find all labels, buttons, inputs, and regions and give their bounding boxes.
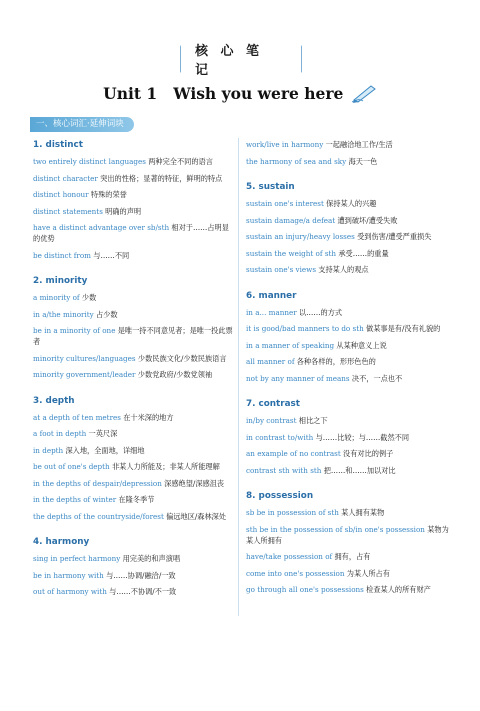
phrase-line: [33, 206, 233, 217]
banner-title: 核 心 笔 记: [181, 39, 301, 79]
phrase-english: all manner of: [246, 357, 295, 366]
phrase-english: the depths of the countryside/forest: [33, 511, 164, 521]
phrase-chinese: 各种各样的，形形色色的: [294, 357, 376, 366]
phrase-english: sustain one's interest: [246, 199, 324, 208]
phrase-line: [33, 553, 233, 564]
phrase-line: [33, 511, 233, 522]
phrase-line: [33, 309, 233, 320]
phrase-line: [246, 448, 451, 459]
phrase-chinese: 在隆冬季节: [116, 495, 155, 504]
phrase-english: sustain an injury/heavy losses: [246, 232, 355, 241]
phrase-line: [246, 307, 451, 318]
group-spacer: [33, 266, 233, 275]
vocab-heading: 2. minority: [33, 276, 88, 286]
phrase-english: two entirely distinct languages: [33, 157, 146, 166]
phrase-chinese: 与……协调/融洽/一致: [103, 570, 176, 580]
phrase-line: [246, 584, 451, 595]
phrase-english: sustain damage/a defeat: [246, 215, 336, 225]
vocab-heading: 1. distinct: [33, 140, 83, 150]
phrase-english: sth be in the possession of sb/in one's possession: [246, 524, 425, 534]
phrase-english: come into one's possession: [246, 568, 345, 578]
phrase-chinese: 明确的声明: [102, 206, 142, 216]
phrase-chinese: 相比之下: [296, 416, 328, 425]
phrase-line: [33, 478, 233, 489]
phrase-english: be in a minority of one: [33, 326, 116, 335]
group-spacer: [246, 389, 451, 398]
phrase-chinese: 把……和……加以对比: [321, 465, 396, 475]
notes-banner: [180, 44, 302, 78]
phrase-english: in/by contrast: [246, 416, 297, 425]
vocab-heading: 5. sustain: [246, 182, 295, 192]
group-spacer: [246, 481, 451, 490]
phrase-english: contrast sth with sth: [246, 465, 322, 475]
phrase-english: work/live in harmony: [246, 140, 324, 149]
phrase-chinese: 检查某人的所有财产: [363, 585, 431, 594]
phrase-line: [33, 292, 233, 303]
phrase-chinese: 少数党政府/少数党领袖: [135, 370, 213, 379]
phrase-chinese: 在十米深的地方: [120, 412, 174, 422]
phrase-line: [33, 189, 233, 200]
phrase-line: [246, 248, 451, 259]
phrase-chinese: 海天一色: [346, 156, 378, 166]
phrase-english: in depth: [33, 445, 64, 455]
phrase-line: [33, 494, 233, 505]
phrase-line: [33, 428, 233, 439]
vocab-group: [33, 139, 233, 261]
phrase-english: distinct honour: [33, 190, 89, 199]
phrase-line: [246, 465, 451, 476]
phrase-line: [246, 432, 451, 443]
group-spacer: [246, 281, 451, 290]
phrase-line: [33, 586, 233, 597]
phrase-line: [246, 323, 451, 334]
phrase-english: in contrast to/with: [246, 432, 314, 442]
vocab-group: [246, 139, 451, 167]
unit-number: Unit 1: [103, 84, 158, 103]
phrase-line: [246, 156, 451, 167]
phrase-english: minority cultures/languages: [33, 353, 136, 363]
phrase-chinese: 某人拥有某物: [338, 508, 385, 517]
phrase-chinese: 非某人力所能及；非某人所能理解: [109, 462, 220, 471]
phrase-line: [33, 353, 233, 364]
phrase-chinese: 两种完全不同的语言: [145, 157, 213, 166]
vocab-group: [246, 490, 451, 595]
phrase-chinese: 突出的性格；显著的特征，鲜明的特点: [97, 173, 223, 183]
phrase-english: distinct statements: [33, 206, 103, 216]
phrase-line: [246, 139, 451, 150]
phrase-chinese: 没有对比的例子: [340, 449, 394, 458]
right-column: [246, 139, 451, 601]
phrase-chinese: 以……的方式: [296, 307, 343, 317]
phrase-line: [33, 156, 233, 167]
unit-title: [0, 83, 480, 107]
phrase-chinese: 与……不协调/不一致: [106, 587, 177, 596]
phrase-line: [33, 173, 233, 184]
phrase-line: [33, 250, 233, 261]
phrase-english: in a... manner: [246, 307, 297, 317]
phrase-english: go through all one's possessions: [246, 585, 364, 594]
phrase-english: sb be in possession of sth: [246, 508, 339, 517]
vocab-heading: 3. depth: [33, 395, 75, 406]
vocab-heading: 6. manner: [246, 290, 297, 301]
group-spacer: [33, 386, 233, 395]
phrase-english: not by any manner of means: [246, 373, 350, 383]
phrase-line: [246, 568, 451, 579]
phrase-chinese: 少数民族文化/少数民族语言: [135, 353, 227, 363]
column-divider: [238, 138, 239, 616]
phrase-english: have/take possession of: [246, 552, 333, 561]
phrase-line: [246, 264, 451, 275]
phrase-chinese: 做某事是有/没有礼貌的: [363, 324, 441, 333]
phrase-english: a minority of: [33, 293, 80, 302]
phrase-chinese: 决不，一点也不: [349, 373, 403, 383]
phrase-english: in a manner of speaking: [246, 340, 335, 350]
phrase-line: [246, 356, 451, 367]
phrase-chinese: 深感绝望/深感沮丧: [161, 478, 225, 488]
vocab-group: [33, 536, 233, 597]
phrase-english: distinct character: [33, 173, 98, 183]
phrase-english: be out of one's depth: [33, 462, 110, 471]
phrase-english: in a/the minority: [33, 309, 94, 319]
vocab-heading: 8. possession: [246, 491, 314, 501]
pen-icon: [351, 83, 377, 107]
phrase-english: at a depth of ten metres: [33, 412, 121, 422]
group-spacer: [33, 527, 233, 536]
phrase-line: [246, 524, 451, 546]
phrase-line: [33, 325, 233, 347]
phrase-line: [246, 231, 451, 242]
left-column: [33, 139, 233, 603]
phrase-line: [33, 570, 233, 581]
phrase-chinese: 一英尺深: [86, 429, 118, 438]
phrase-line: [246, 340, 451, 351]
vocab-group: [246, 398, 451, 476]
phrase-chinese: 偏远地区/森林深处: [163, 511, 227, 521]
phrase-english: have a distinct advantage over sb/sth: [33, 223, 170, 232]
phrase-chinese: 受到伤害/遭受严重损失: [354, 232, 432, 241]
unit-name: Wish you were here: [173, 84, 344, 103]
phrase-english: out of harmony with: [33, 587, 107, 596]
phrase-chinese: 与……比较；与……截然不同: [313, 432, 410, 442]
phrase-chinese: 拥有，占有: [332, 552, 371, 561]
vocab-heading: 4. harmony: [33, 537, 90, 547]
phrase-line: [33, 412, 233, 423]
phrase-line: [33, 369, 233, 380]
phrase-english: in the depths of winter: [33, 495, 117, 504]
phrase-english: a foot in depth: [33, 429, 87, 438]
group-spacer: [246, 172, 451, 181]
phrase-line: [246, 198, 451, 209]
phrase-line: [246, 415, 451, 426]
phrase-chinese: 遭到破坏/遭受失败: [335, 215, 398, 225]
vocab-heading: 7. contrast: [246, 399, 300, 409]
phrase-line: [246, 215, 451, 226]
phrase-english: the harmony of sea and sky: [246, 156, 347, 166]
phrase-english: be distinct from: [33, 250, 91, 260]
phrase-english: an example of no contrast: [246, 449, 341, 458]
phrase-english: sustain the weight of sth: [246, 248, 337, 258]
phrase-line: [33, 222, 233, 244]
phrase-chinese: 与……不同: [90, 250, 130, 260]
phrase-chinese: 保持某人的兴趣: [323, 199, 377, 208]
phrase-line: [246, 551, 451, 562]
phrase-chinese: 从某种意义上说: [334, 340, 387, 350]
phrase-chinese: 承受……的重量: [336, 248, 389, 258]
phrase-chinese: 支持某人的观点: [316, 265, 369, 274]
phrase-english: sustain one's views: [246, 265, 317, 274]
phrase-chinese: 深入地，全面地，详细地: [63, 445, 145, 455]
phrase-chinese: 一起融洽地工作/生活: [323, 140, 393, 149]
phrase-english: sing in perfect harmony: [33, 554, 121, 563]
section-tag: 一、核心词汇·延伸词块: [30, 117, 134, 132]
phrase-chinese: 少数: [79, 293, 97, 302]
phrase-english: in the depths of despair/depression: [33, 478, 162, 488]
phrase-chinese: 相对于……占明显的优势: [33, 223, 229, 243]
phrase-chinese: 特殊的荣誉: [88, 190, 127, 199]
phrase-english: it is good/bad manners to do sth: [246, 324, 364, 333]
phrase-chinese: 占少数: [93, 309, 118, 319]
phrase-chinese: 某物为某人所拥有: [246, 524, 449, 545]
vocab-group: [246, 290, 451, 384]
phrase-line: [246, 373, 451, 384]
vocab-group: [33, 275, 233, 380]
phrase-line: [246, 507, 451, 518]
vocab-group: [33, 395, 233, 522]
phrase-chinese: 为某人所占有: [344, 568, 390, 578]
phrase-chinese: 是唯一持不同意见者；是唯一投此票者: [33, 326, 233, 346]
vocab-group: [246, 181, 451, 275]
phrase-english: minority government/leader: [33, 370, 136, 379]
phrase-chinese: 用完美的和声演唱: [120, 554, 181, 563]
phrase-english: be in harmony with: [33, 570, 104, 580]
phrase-line: [33, 445, 233, 456]
phrase-line: [33, 461, 233, 472]
